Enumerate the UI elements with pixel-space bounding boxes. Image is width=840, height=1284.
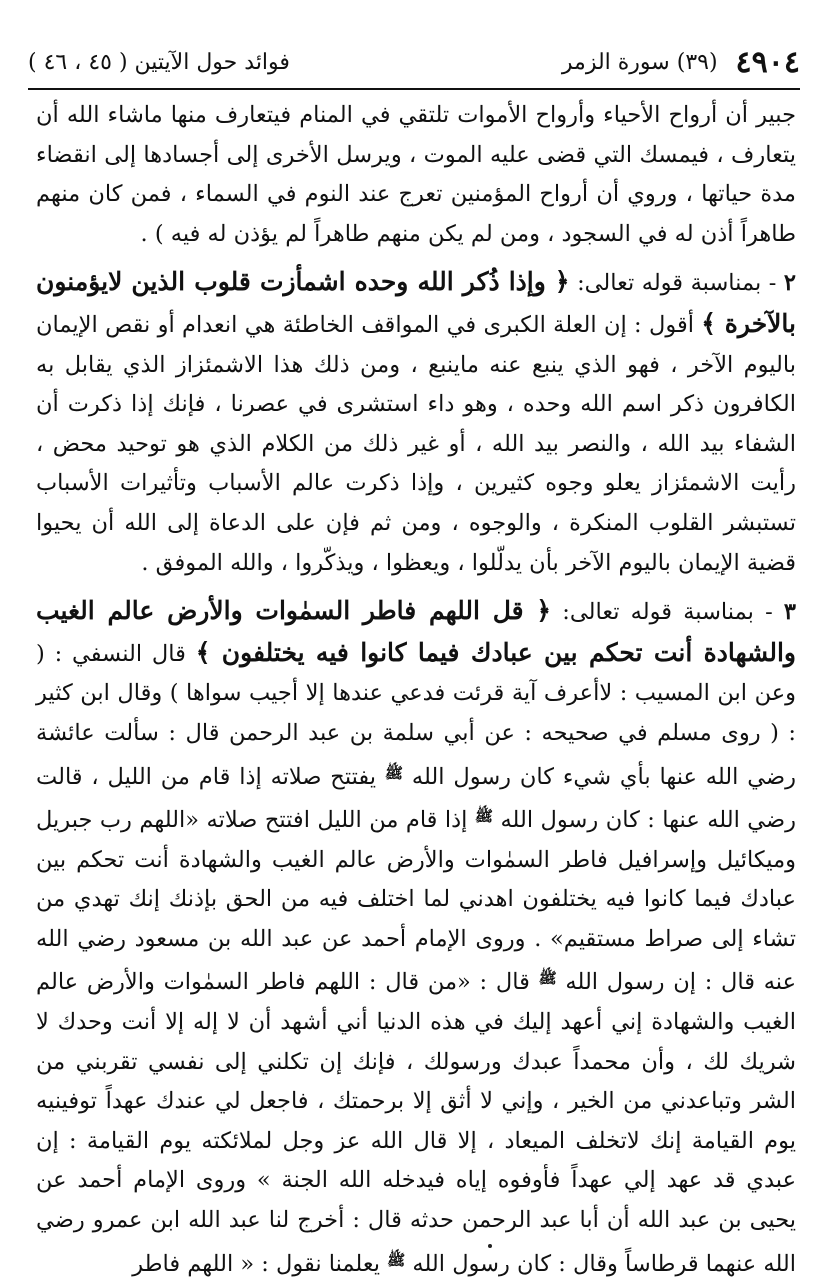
section-3-number: ٣ [783,599,796,626]
section-2-intro: - بمناسبة قوله تعالى: [569,270,784,297]
salawat-glyph: ﷺ [384,763,404,782]
header-divider [28,88,800,90]
section-3 [36,591,796,1284]
section-3-text-1: قال النسفي : ( وعن ابن المسيب : لاأعرف آية قرئت فدعي عندها إلا أجيب سواها ) وقال ابن كثير : ( روى مسلم في صحيحه : عن أبي سلمة بن عبد الرحمن قال : سألت عائشة رضي الله عنها بأي شيء كان رسول الله [36,640,796,790]
page-number: ٤٩٠٤ [735,44,800,80]
section-2 [36,262,796,583]
salawat-glyph: ﷺ [387,1250,406,1269]
section-title: فوائد حول الآيتين ( ٤٥ ، ٤٦ ) [28,49,290,75]
section-3-text-3: إذا قام من الليل افتتح صلاته «اللهم رب جبريل وميكائيل وإسرافيل فاطر السمٰوات والأرض عالم الغيب والشهادة أنت تحكم بين عبادك فيما كانوا فيه يختلفون اهدني لما اختلف فيه من الحق بإذنك إنك تهدي من تشاء إلى صراط مستقيم» . وروى الإمام أحمد عن عبد الله بن مسعود رضي الله عنه قال : إن رسول الله [36,807,797,996]
paragraph-1: جبير أن أرواح الأحياء وأرواح الأموات تلتقي في المنام فيتعارف منها ماشاء الله أن يتعارف ، فيمسك التي قضى عليه الموت ، ويرسل الأخرى إلى أجسادها إلى انقضاء مدة حياتها ، وروي أن أرواح المؤمنين تعرج عند النوم في السماء ، فمن كان منهم طاهراً أذن له في السجود ، ومن لم يكن منهم طاهراً لم يؤذن له فيه ) . [36,102,796,247]
section-3-intro: - بمناسبة قوله تعالى: [551,599,784,626]
page-body [36,96,796,1284]
section-2-quran-verse: ﴿ وإذا ذُكر الله وحده اشمأزت قلوب الذين لايؤمنون بالآخرة ﴾ [36,267,796,338]
page-dot [488,1244,492,1248]
header-right [562,45,800,80]
page-header [28,40,800,84]
section-3-text-2: يفتتح صلاته إذا قام من الليل ، قالت رضي الله عنها : كان رسول الله [36,763,797,834]
section-3-quran-verse: ﴿ قل اللهم فاطر السمٰوات والأرض عالم الغيب والشهادة أنت تحكم بين عبادك فيما كانوا فيه يختلفون ﴾ [36,596,796,667]
surah-title: (٣٩) سورة الزمر [561,49,718,75]
section-3-text-5: يعلمنا نقول : « اللهم فاطر [132,1250,388,1277]
section-2-number: ٢ [783,270,796,297]
section-2-text: أقول : إن العلة الكبرى في المواقف الخاطئة هي انعدام أو نقص الإيمان باليوم الآخر ، فهو الذي ينبع عنه ماينبع ، ومن ذلك هذا الاشمئزاز الذي يقابل به الكافرون ذكر اسم الله وحده ، وهو داء استشرى في عصرنا ، فإنك إذا ذكرت أن الشفاء بيد الله ، والنصر بيد الله ، أو غير ذلك من الكلام الذي هو توحيد محض ، رأيت الاشمئزاز يعلو وجوه كثيرين ، وإذا ذكرت عالم الأسباب وتأثيرات الأسباب تستبشر القلوب المنكرة ، والوجوه ، ومن ثم فإن على الدعاة إلى الله أن يحيوا قضية الإيمان باليوم الآخر بأن يدلّلوا ، ويعظوا ، ويذكّروا ، والله الموفق . [36,311,796,576]
salawat-glyph: ﷺ [474,807,494,826]
salawat-glyph: ﷺ [538,969,557,988]
section-3-text-4: قال : «من قال : اللهم فاطر السمٰوات والأرض عالم الغيب والشهادة إني أعهد إليك في هذه الدنيا أني أشهد أن لا إله إلا أنت وحدك لا شريك لك ، وأن محمداً عبدك ورسولك ، فإنك إن تكلني إلى نفسي تقربني من الشر وتباعدني من الخير ، وإني لا أثق إلا برحمتك ، فاجعل لي عندك عهداً توفينيه يوم القيامة إنك لاتخلف الميعاد ، إلا قال الله عز وجل لملائكته يوم القيامة : إن عبدي قد عهد إلي عهداً فأوفوه إياه فيدخله الله الجنة » وروى الإمام أحمد عن يحيى بن عبد الله أن أبا عبد الرحمن حدثه قال : أخرج لنا عبد الله ابن عمرو رضي الله عنهما قرطاساً وقال : كان رسول الله [36,969,796,1277]
